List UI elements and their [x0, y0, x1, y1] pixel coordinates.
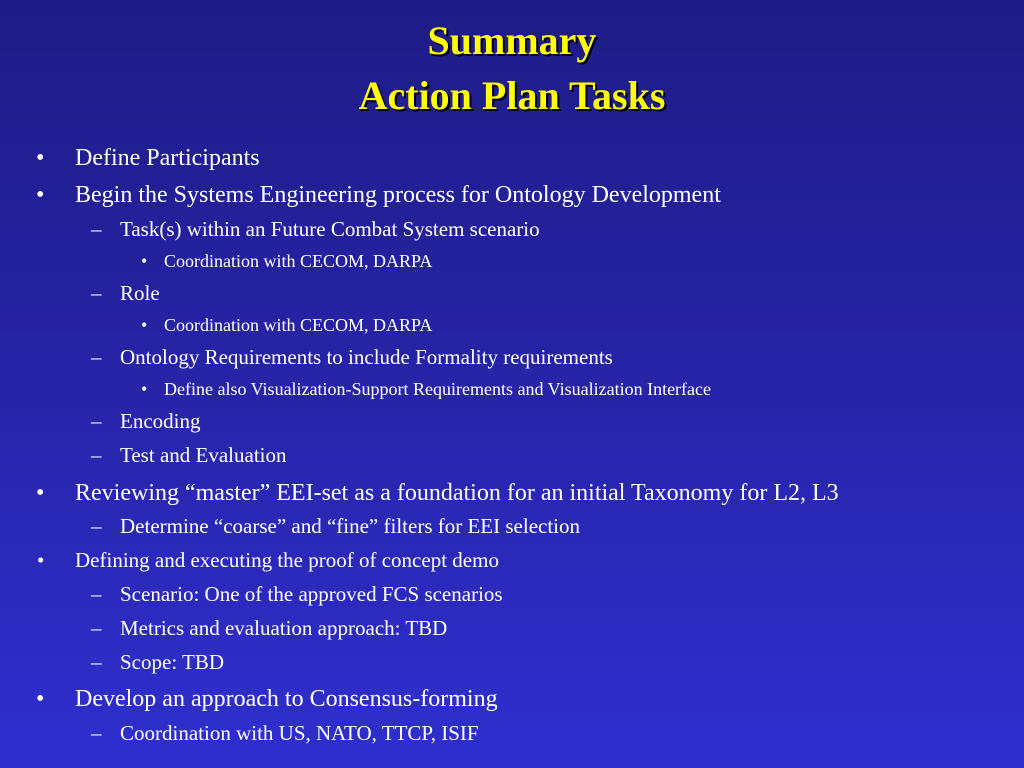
bullet-marker: • [37, 548, 45, 572]
bullet-marker: • [36, 145, 45, 171]
item-text: Scenario: One of the approved FCS scenarios [120, 582, 503, 606]
item-text: Coordination with US, NATO, TTCP, ISIF [120, 721, 479, 745]
dash-marker: – [91, 616, 102, 640]
bullet-marker: • [36, 182, 45, 208]
item-text: Task(s) within an Future Combat System scenario [120, 217, 540, 241]
item-text: Encoding [120, 409, 201, 433]
dash-marker: – [91, 582, 102, 606]
item-text: Defining and executing the proof of concept demo [75, 548, 499, 572]
dash-marker: – [91, 514, 102, 538]
item-text: Define Participants [75, 145, 260, 171]
dash-marker: – [91, 281, 102, 305]
item-text: Reviewing “master” EEI-set as a foundation for an initial Taxonomy for L2, L3 [75, 480, 839, 506]
dash-marker: – [91, 721, 102, 745]
bullet-marker: • [36, 686, 45, 712]
bullet-marker: • [36, 480, 45, 506]
item-text: Coordination with CECOM, DARPA [164, 315, 433, 335]
item-text: Role [120, 281, 160, 305]
bullet-marker: • [141, 315, 148, 335]
dash-marker: – [91, 443, 102, 467]
item-text: Begin the Systems Engineering process for Ontology Development [75, 182, 721, 208]
item-text: Define also Visualization-Support Requirements and Visualization Interface [164, 379, 712, 399]
item-text: Scope: TBD [120, 650, 225, 674]
item-text: Ontology Requirements to include Formality requirements [120, 345, 613, 369]
item-text: Develop an approach to Consensus-forming [75, 686, 498, 712]
slide-title: Summary [427, 18, 597, 63]
slide-subtitle: Action Plan Tasks [358, 73, 666, 118]
dash-marker: – [91, 217, 102, 241]
dash-marker: – [91, 409, 102, 433]
item-text: Test and Evaluation [120, 443, 287, 467]
dash-marker: – [91, 650, 102, 674]
item-text: Determine “coarse” and “fine” filters for EEI selection [120, 514, 581, 538]
item-text: Coordination with CECOM, DARPA [164, 251, 433, 271]
item-text: Metrics and evaluation approach: TBD [120, 616, 448, 640]
dash-marker: – [91, 345, 102, 369]
bullet-marker: • [141, 251, 148, 271]
bullet-marker: • [141, 379, 148, 399]
